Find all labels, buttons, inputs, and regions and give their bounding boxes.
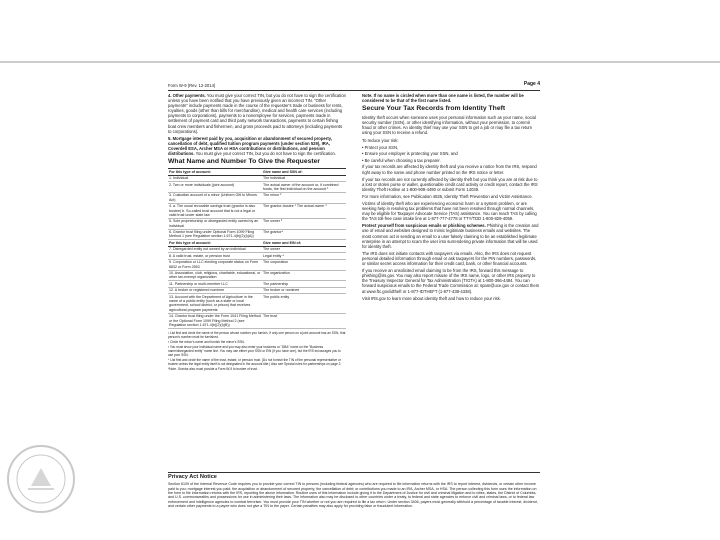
paragraph-other-payments: 4. Other payments. You must give your correct TIN, but you do not have to sign the certification unless you have been notified that you have previously given an incorrect TIN. "Other payments" include payments made in the course of the requester's trade or business for rents, royalties, goods (other than bills for merchandise), medical and health care services (including payments to corporations), payments to a nonemployee for services, payments made in settlement of payment card and third party network transactions, payments to certain fishing boat crew members and fishermen, and gross proceeds paid to attorneys (including payments to corporations). (168, 93, 346, 134)
table-cell: 1. Individual (168, 175, 262, 181)
table-cell: The broker or nominee (262, 287, 346, 293)
footnote: ² Circle the minor's name and furnish the minor's SSN. (168, 339, 245, 344)
table-cell: 6. Grantor trust filing under Optional Form 1099 Filing Method 1 (see Regulation section 1.671-4(b)(2)(i)(A)) (168, 229, 262, 240)
bullet-item: • Ensure your employer is protecting your SSN, and (362, 151, 458, 157)
paragraph: For more information, see Publication 4535, Identity Theft Prevention and Victim Assistance. (362, 193, 533, 199)
footnote: *Note. Grantor also must provide a Form W-9 to trustee of trust. (168, 366, 258, 371)
table-cell: 5. Sole proprietorship or disregarded entity owned by an individual (168, 218, 262, 229)
table-cell: 12. A broker or registered nominee (168, 287, 262, 293)
page-number: Page 4 (523, 81, 540, 87)
table-cell: The organization (262, 270, 346, 281)
paragraph-phishing: Protect yourself from suspicious emails or phishing schemes. Phishing is the creation and use of email and websites designed to mimic legitimate business emails and websites. The most common act is sending an email to a user falsely claiming to be an established legitimate enterprise in an attempt to scam the user into surrendering private information that will be used for identity theft. (362, 223, 539, 249)
bullet-item: • Protect your SSN, (362, 144, 399, 150)
table-row (168, 229, 346, 240)
table-cell: 11. Partnership or multi-member LLC (168, 281, 262, 287)
table-cell: The grantor-trustee ¹ The actual owner ¹ (262, 203, 346, 218)
left-column (168, 93, 346, 373)
table-row (168, 182, 346, 193)
table-header-cell: For this type of account: (168, 169, 262, 175)
table-row (168, 294, 346, 313)
paragraph: If your tax records are affected by identity theft and you receive a notice from the IRS, respond right away to the name and phone number printed on the IRS notice or letter. (362, 164, 537, 175)
table-cell: The actual owner of the account or, if combined funds, the first individual on the account ¹ (262, 182, 346, 193)
paragraph: The IRS does not initiate contacts with taxpayers via emails. Also, the IRS does not request personal detailed information through email or ask taxpayers for the PIN numbers, passwords, or similar secret access information for their credit card, bank, or other financial accounts. (362, 250, 537, 267)
table-row (168, 218, 346, 229)
footnote: ⁴ List first and circle the name of the trust, estate, or pension trust. (Do not furnish the TIN of the personal representative or trustee unless the legal entity itself is not designated in the account title.) Also see Special rules for partnerships on page 2. (168, 357, 342, 366)
paragraph: Visit IRS.gov to learn more about identity theft and how to reduce your risk. (362, 295, 501, 301)
paragraph: Victims of identity theft who are experiencing economic harm or a system problem, or are seeking help in resolving tax problems that have not been resolved through normal channels, may be eligible for Taxpayer Advocate Service (TAS) assistance. You can reach TAS by calling the TAS toll-free case intake line at 1-877-777-4778 or TTY/TDD 1-800-829-4059. (362, 201, 537, 222)
note-paragraph: Note. If no name is circled when more than one name is listed, the number will be considered to be that of the first name listed. (362, 93, 524, 104)
bullet-item: • Be careful when choosing a tax preparer. (362, 157, 441, 163)
table-header-cell: For this type of account: (168, 240, 262, 246)
paragraph-mortgage-interest: 5. Mortgage interest paid by you, acquisition or abandonment of secured property, cancellation of debt, qualified tuition program payments (under section 529), IRA, Coverdell ESA, Archer MSA or HSA contributions or distributions, and pension distributions. You must give your correct TIN, but you do not have to sign the certification. (168, 135, 336, 157)
paragraph: If you receive an unsolicited email claiming to be from the IRS, forward this message to phishing@irs.gov. You may also report misuse of the IRS name, logo, or other IRS property to the Treasury Inspector General for Tax Administration (TIGTA) at 1-800-366-4484. You can forward suspicious emails to the Federal Trade Commission at: spam@uce.gov or contact them at www.ftc.gov/idtheft or 1-877-IDTHEFT (1-877-438-4338). (362, 268, 540, 294)
table-cell: Legal entity ⁴ (262, 253, 346, 259)
paragraph-reduce: To reduce your risk: (362, 137, 399, 143)
table-cell: The owner ³ (262, 218, 346, 229)
table-cell: The partnership (262, 281, 346, 287)
table-cell: 2. Two or more individuals (joint account) (168, 182, 262, 193)
table-cell: The public entity (262, 294, 346, 313)
table-cell: The individual (262, 175, 346, 181)
table-cell: The trust (262, 313, 346, 328)
form-label: Form W-9 (Rev. 12-2014) (168, 83, 216, 88)
table-cell: 14. Grantor trust filing under the Form 1041 Filing Method or the Optional Form 1099 Filing Method 2 (see Regulation section 1.671-4(b)(2)(i)(B)) (169, 314, 261, 327)
ssn-table (168, 168, 346, 329)
table-cell: 8. A valid trust, estate, or pension trust (168, 253, 262, 259)
table-header-cell: Give name and EIN of: (262, 240, 346, 246)
table-cell: 9. Corporation or LLC electing corporate status on Form 8832 or Form 2553 (168, 259, 262, 270)
page-header (168, 82, 540, 91)
table-cell: 3. Custodian account of a minor (Uniform Gift to Minors Act) (168, 192, 262, 203)
table-cell: The minor ² (262, 192, 346, 203)
table-row (168, 259, 346, 270)
table-cell: The owner (262, 246, 346, 252)
footnote: ¹ List first and circle the name of the person whose number you furnish. If only one person on a joint account has an SSN, that person's number must be furnished. (168, 330, 346, 339)
privacy-body: Section 6109 of the Internal Revenue Code requires you to provide your correct TIN to persons (including federal agencies) who are required to file information returns with the IRS to report interest, dividends, or certain other income paid to you; mortgage interest you paid; the acquisition or abandonment of secured property; the cancellation of debt; or contributions you made to an IRA, Archer MSA, or HSA. The person collecting this form uses the information on the form to file information returns with the IRS, reporting the above information. Routine uses of this information include giving it to the Department of Justice for civil and criminal litigation and to cities, states, the District of Columbia, and U.S. commonwealths and possessions for use in administering their laws. The information also may be disclosed to other countries under a treaty, to federal and state agencies to enforce civil and criminal laws, or to federal law enforcement and intelligence agencies to combat terrorism. You must provide your TIN whether or not you are required to file a tax return. Under section 3406, payers must generally withhold a percentage of taxable interest, dividend, and certain other payments to a payee who does not give a TIN to the payer. Certain penalties may also apply for providing false or fraudulent information. (168, 482, 538, 509)
table-row (168, 192, 346, 203)
section-title-identity-theft: Secure Your Tax Records from Identity Theft (362, 105, 506, 113)
table-cell: 10. Association, club, religious, charitable, educational, or other tax-exempt organization (169, 271, 261, 280)
table-row (168, 270, 346, 281)
table-cell: The grantor* (262, 229, 346, 240)
document-page (168, 82, 540, 530)
footnotes (168, 332, 346, 372)
college-seal-logo (6, 444, 76, 514)
seal-emblem (31, 468, 51, 486)
table-cell: 13. Account with the Department of Agriculture in the name of a public entity (such as a state or local government, school district, or prison) that receives agricultural program payments (168, 294, 262, 313)
table-row (168, 203, 346, 218)
section-title-name-number: What Name and Number To Give the Requester (168, 158, 321, 166)
table-cell: The corporation (262, 259, 346, 270)
footnote: ³ You must show your individual name and you may also enter your business or "DBA" name on the "Business name/disregarded entity" name line. You may use either your SSN or EIN (if you have one), but the IRS encourages you to use your SSN. (168, 344, 341, 357)
privacy-title: Privacy Act Notice (168, 474, 217, 480)
table-header-cell: Give name and SSN of: (262, 169, 346, 175)
privacy-act-section (168, 472, 540, 511)
table-cell: 4. a. The usual revocable savings trust (grantor is also trustee) b. So-called trust account that is not a legal or valid trust under state law (168, 203, 262, 218)
table-cell: 7. Disregarded entity not owned by an individual (168, 246, 262, 252)
paragraph-intro: Identity theft occurs when someone uses your personal information such as your name, social security number (SSN), or other identifying information, without your permission, to commit fraud or other crimes. An identity thief may use your SSN to get a job or may file a tax return using your SSN to receive a refund. (362, 115, 536, 136)
table-row (168, 313, 346, 328)
paragraph: If your tax records are not currently affected by identity theft but you think you are at risk due to a lost or stolen purse or wallet, questionable credit card activity or credit report, contact the IRS Identity Theft Hotline at 1-800-908-4490 or submit Form 14039. (362, 176, 538, 192)
right-column (362, 93, 540, 303)
